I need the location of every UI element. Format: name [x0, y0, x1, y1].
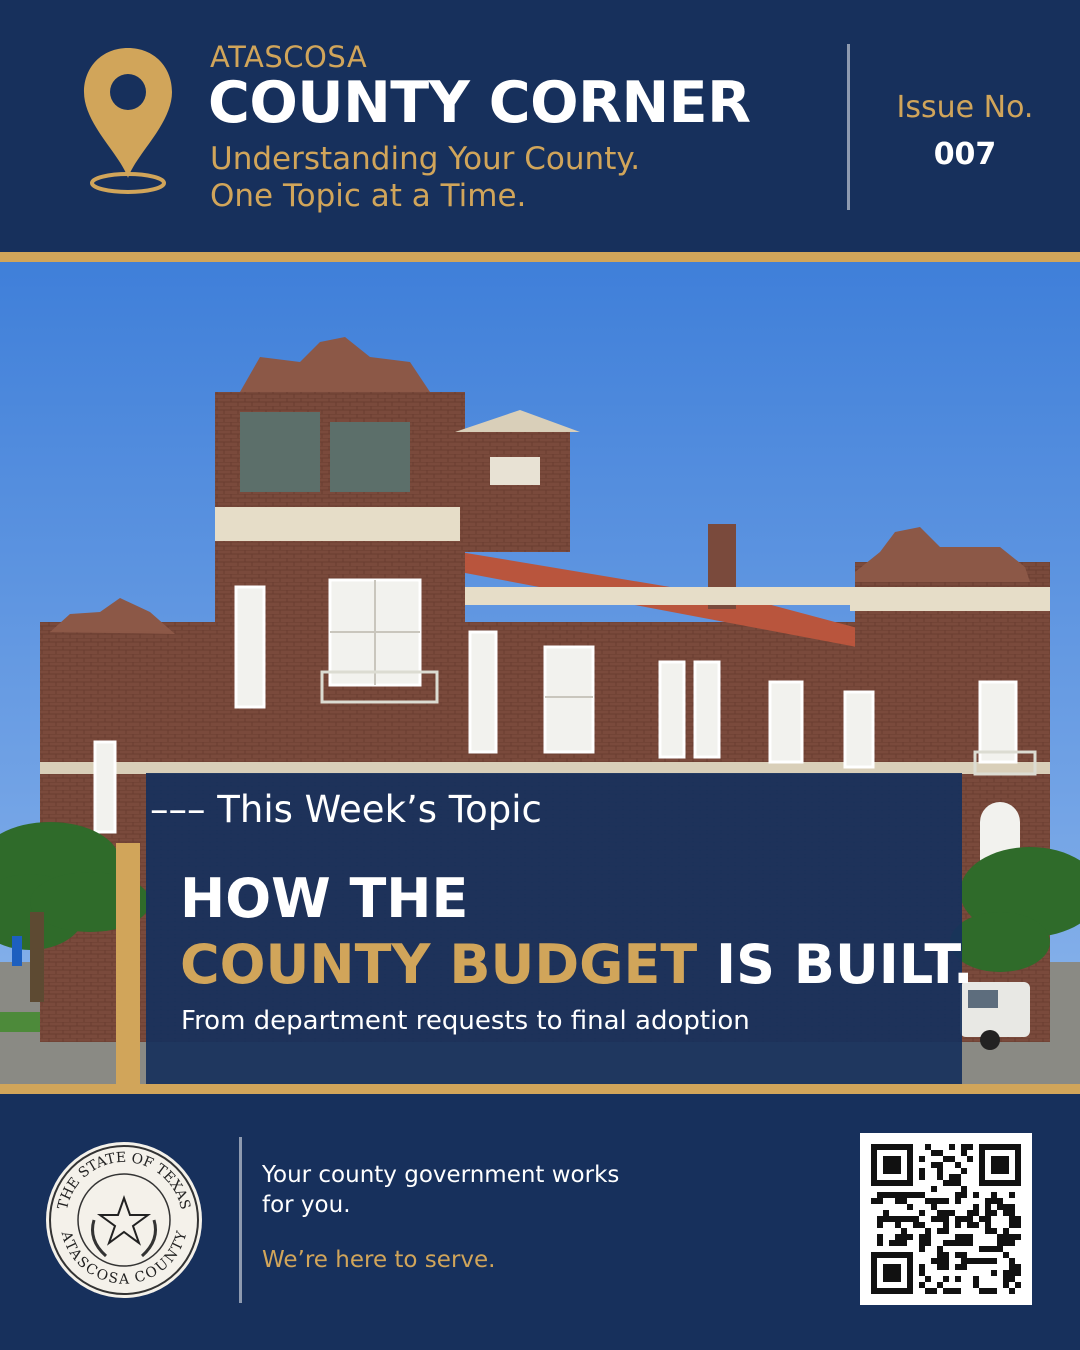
header [0, 0, 1080, 252]
publication-title: COUNTY CORNER [208, 70, 751, 136]
subheadline: From department requests to final adoption [181, 1006, 750, 1036]
issue-number: 007 [933, 137, 997, 172]
footer-divider [239, 1137, 242, 1303]
tagline-line-1: Understanding Your County. [210, 141, 641, 177]
county-name: ATASCOSA [210, 40, 368, 74]
topic-label: ––– This Week’s Topic [150, 788, 542, 831]
topic-accent-bar [116, 843, 140, 1085]
headline-line-1: HOW THE [180, 867, 469, 930]
bottom-gold-divider [0, 1084, 1080, 1094]
footer-slogan: We’re here to serve. [262, 1247, 496, 1273]
svg-text:THE STATE OF TEXAS: THE STATE OF TEXAS [55, 1149, 193, 1212]
county-seal-icon [44, 1140, 204, 1300]
headline-rest: IS BUILT. [697, 933, 974, 996]
footer-message: Your county government works for you. [262, 1162, 620, 1218]
headline-line-2 [180, 932, 974, 998]
issue-label: Issue No. [896, 90, 1034, 125]
svg-text:ATASCOSA COUNTY: ATASCOSA COUNTY [57, 1229, 191, 1288]
map-pin-icon [78, 44, 178, 196]
qr-code-icon[interactable] [860, 1133, 1032, 1305]
headline-highlight: COUNTY BUDGET [180, 933, 698, 996]
tagline-line-2: One Topic at a Time. [210, 178, 527, 214]
headline [180, 866, 974, 998]
top-gold-divider [0, 252, 1080, 262]
tagline [210, 141, 770, 215]
header-divider [847, 44, 850, 210]
